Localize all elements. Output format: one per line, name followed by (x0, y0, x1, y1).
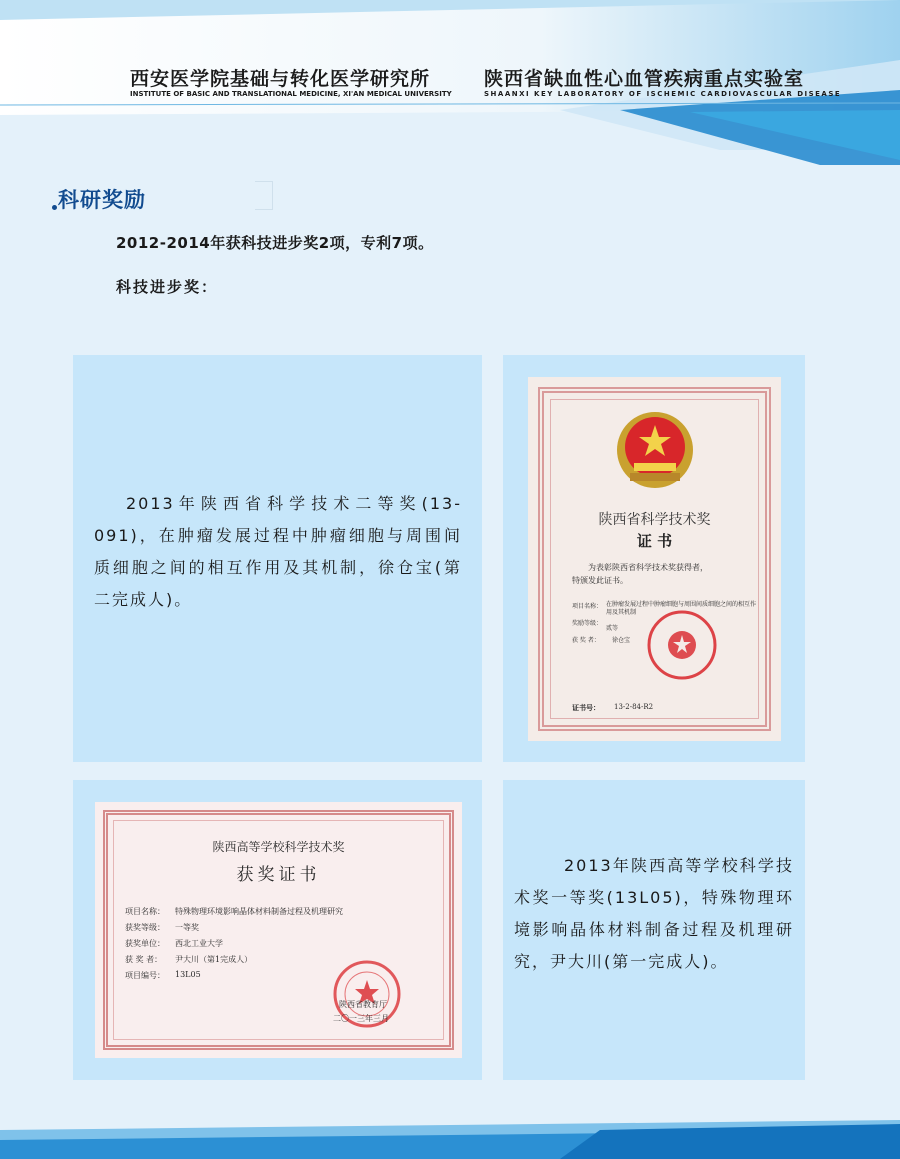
award1-winner-value: 徐仓宝 (612, 637, 631, 644)
award1-certificate-line2: 特颁发此证书。 (572, 576, 628, 585)
award2-issuer: 陕西省教育厅 (339, 1000, 387, 1009)
section-title: 科研奖励 (58, 188, 146, 212)
lab-title-cn: 陕西省缺血性心血管疾病重点实验室 (484, 68, 805, 90)
award2-row-value-2: 一等奖 (175, 923, 199, 932)
institute-title-en: INSTITUTE OF BASIC AND TRANSLATIONAL MEDICINE, XI'AN MEDICAL UNIVERSITY (130, 90, 452, 98)
award1-cert-no-label: 证书号： (572, 703, 600, 712)
section-title-frame (255, 181, 273, 210)
award1-project-label: 项目名称： (572, 603, 603, 610)
award2-row-label-3: 获奖单位： (125, 939, 165, 948)
award2-row-label-5: 项目编号： (125, 971, 165, 980)
award1-project-value: 在肿瘤发展过程中肿瘤细胞与周围间质细胞之间的相互作用及其机制 (606, 601, 757, 616)
institute-title-cn: 西安医学院基础与转化医学研究所 (130, 68, 431, 90)
award1-winner-label: 获 奖 者： (572, 637, 600, 644)
section-subheading: 科技进步奖： (116, 278, 219, 296)
award2-certificate-subtitle: 获奖证书 (236, 865, 321, 885)
award1-certificate (528, 377, 781, 741)
award2-row-label-1: 项目名称： (125, 907, 165, 916)
award2-row-label-2: 获奖等级： (125, 923, 165, 932)
red-seal-icon (646, 609, 718, 681)
award1-certificate-line1: 为表彰陕西省科学技术奖获得者， (588, 563, 708, 572)
award2-row-label-4: 获 奖 者： (125, 955, 163, 964)
award2-row-value-1: 特殊物理环境影响晶体材料制备过程及机理研究 (175, 907, 343, 916)
award1-cert-no-value: 13-2-84-R2 (614, 703, 654, 711)
award2-row-value-5: 13L05 (175, 970, 201, 979)
award2-certificate (95, 802, 462, 1058)
section-bullet (52, 205, 57, 210)
lab-title-en: SHAANXI KEY LABORATORY OF ISCHEMIC CARDIOVASCULAR DISEASE (484, 90, 842, 98)
award1-certificate-subtitle: 证 书 (636, 532, 673, 550)
award1-grade-value: 贰等 (606, 625, 619, 632)
award1-certificate-title: 陕西省科学技术奖 (598, 512, 711, 528)
footer-decoration (0, 1100, 900, 1159)
award2-certificate-title: 陕西高等学校科学技术奖 (212, 840, 345, 854)
national-emblem-icon (612, 407, 698, 493)
award1-description: 2013年陕西省科学技术二等奖(13-091)，在肿瘤发展过程中肿瘤细胞与周围间质细胞之间的相互作用及其机制，徐仓宝(第二完成人)。 (94, 494, 462, 609)
award2-date: 二〇一三年三月 (333, 1014, 389, 1023)
award1-grade-label: 奖励等级： (572, 620, 603, 627)
award2-row-value-3: 西北工业大学 (175, 939, 223, 948)
award2-row-value-4: 尹大川（第1完成人） (175, 955, 253, 964)
section-intro: 2012-2014年获科技进步奖2项，专利7项。 (116, 234, 434, 252)
award2-description: 2013年陕西高等学校科学技术奖一等奖(13L05)，特殊物理环境影响晶体材料制备过程及机理研究，尹大川(第一完成人)。 (514, 856, 794, 971)
